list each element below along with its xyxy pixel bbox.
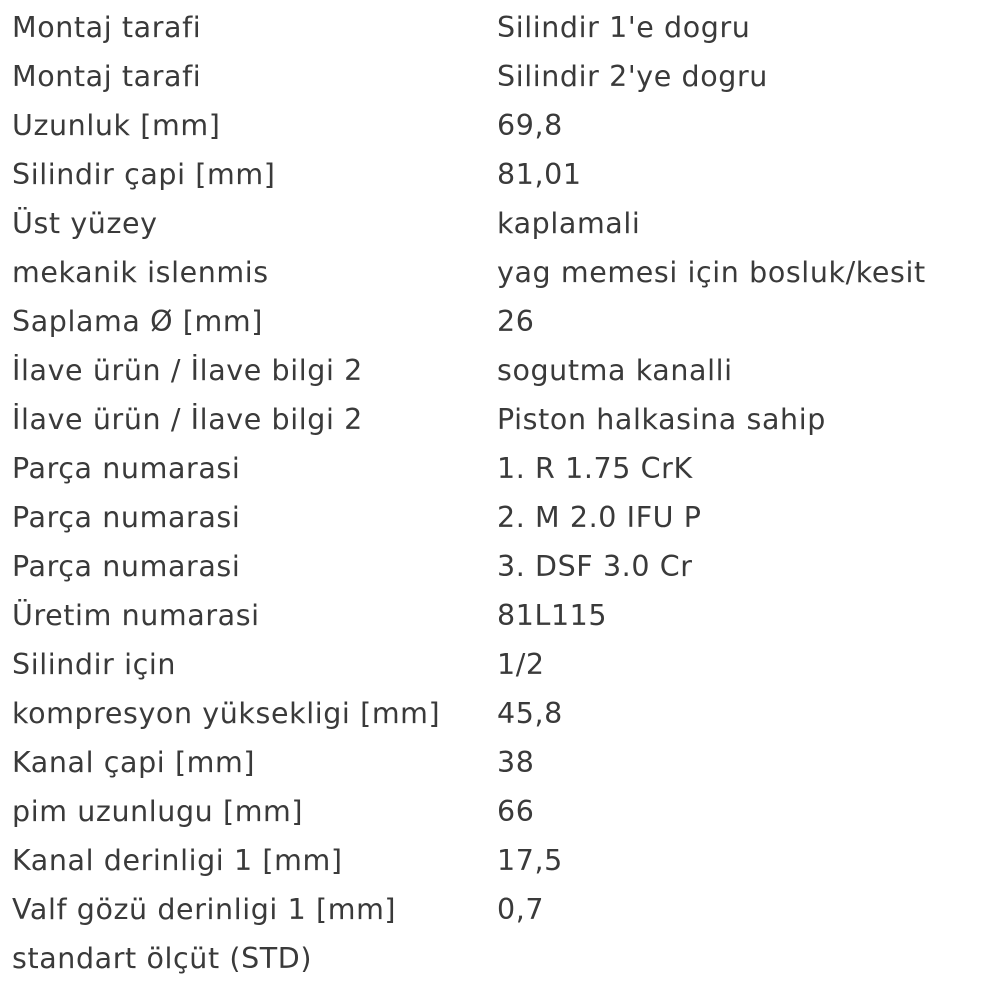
spec-row bbox=[12, 150, 997, 199]
spec-row bbox=[12, 52, 997, 101]
spec-row bbox=[12, 199, 997, 248]
spec-row bbox=[12, 934, 997, 983]
spec-row bbox=[12, 444, 997, 493]
spec-label: Saplama Ø [mm] bbox=[12, 305, 263, 338]
spec-row bbox=[12, 689, 997, 738]
spec-row bbox=[12, 591, 997, 640]
spec-label: İlave ürün / İlave bilgi 2 bbox=[12, 403, 363, 436]
spec-value: 69,8 bbox=[497, 109, 563, 142]
spec-value: 2. M 2.0 IFU P bbox=[497, 501, 702, 534]
spec-row bbox=[12, 640, 997, 689]
spec-row bbox=[12, 297, 997, 346]
spec-table bbox=[12, 3, 997, 983]
spec-label: Valf gözü derinligi 1 [mm] bbox=[12, 893, 397, 926]
spec-row bbox=[12, 346, 997, 395]
spec-row bbox=[12, 542, 997, 591]
spec-value: 81,01 bbox=[497, 158, 582, 191]
spec-label: Montaj tarafi bbox=[12, 11, 202, 44]
spec-label: pim uzunlugu [mm] bbox=[12, 795, 304, 828]
spec-value: 26 bbox=[497, 305, 535, 338]
spec-label: Kanal çapi [mm] bbox=[12, 746, 256, 779]
spec-row bbox=[12, 787, 997, 836]
spec-label: mekanik islenmis bbox=[12, 256, 269, 289]
spec-value: 17,5 bbox=[497, 844, 563, 877]
spec-label: Parça numarasi bbox=[12, 452, 241, 485]
spec-label: Parça numarasi bbox=[12, 550, 241, 583]
spec-value: sogutma kanalli bbox=[497, 354, 733, 387]
spec-label: Silindir çapi [mm] bbox=[12, 158, 276, 191]
spec-value: 1. R 1.75 CrK bbox=[497, 452, 693, 485]
spec-row bbox=[12, 3, 997, 52]
spec-value: kaplamali bbox=[497, 207, 641, 240]
spec-value: 81L115 bbox=[497, 599, 608, 632]
spec-value: Piston halkasina sahip bbox=[497, 403, 826, 436]
spec-value: 66 bbox=[497, 795, 535, 828]
spec-value: 45,8 bbox=[497, 697, 563, 730]
spec-value: 1/2 bbox=[497, 648, 545, 681]
spec-row bbox=[12, 885, 997, 934]
spec-value: 38 bbox=[497, 746, 535, 779]
spec-row bbox=[12, 836, 997, 885]
spec-value: 0,7 bbox=[497, 893, 545, 926]
spec-label: Üst yüzey bbox=[12, 207, 158, 240]
spec-label: Uzunluk [mm] bbox=[12, 109, 221, 142]
spec-label: Kanal derinligi 1 [mm] bbox=[12, 844, 343, 877]
spec-row bbox=[12, 248, 997, 297]
spec-row bbox=[12, 738, 997, 787]
spec-label: Silindir için bbox=[12, 648, 177, 681]
spec-label: İlave ürün / İlave bilgi 2 bbox=[12, 354, 363, 387]
spec-label: Montaj tarafi bbox=[12, 60, 202, 93]
spec-value: Silindir 2'ye dogru bbox=[497, 60, 768, 93]
spec-label: Üretim numarasi bbox=[12, 599, 260, 632]
spec-value: yag memesi için bosluk/kesit bbox=[497, 256, 926, 289]
spec-value: 3. DSF 3.0 Cr bbox=[497, 550, 693, 583]
spec-label: kompresyon yüksekligi [mm] bbox=[12, 697, 441, 730]
spec-row bbox=[12, 395, 997, 444]
spec-label: Parça numarasi bbox=[12, 501, 241, 534]
spec-row bbox=[12, 101, 997, 150]
spec-value: Silindir 1'e dogru bbox=[497, 11, 751, 44]
spec-row bbox=[12, 493, 997, 542]
spec-label: standart ölçüt (STD) bbox=[12, 942, 313, 975]
